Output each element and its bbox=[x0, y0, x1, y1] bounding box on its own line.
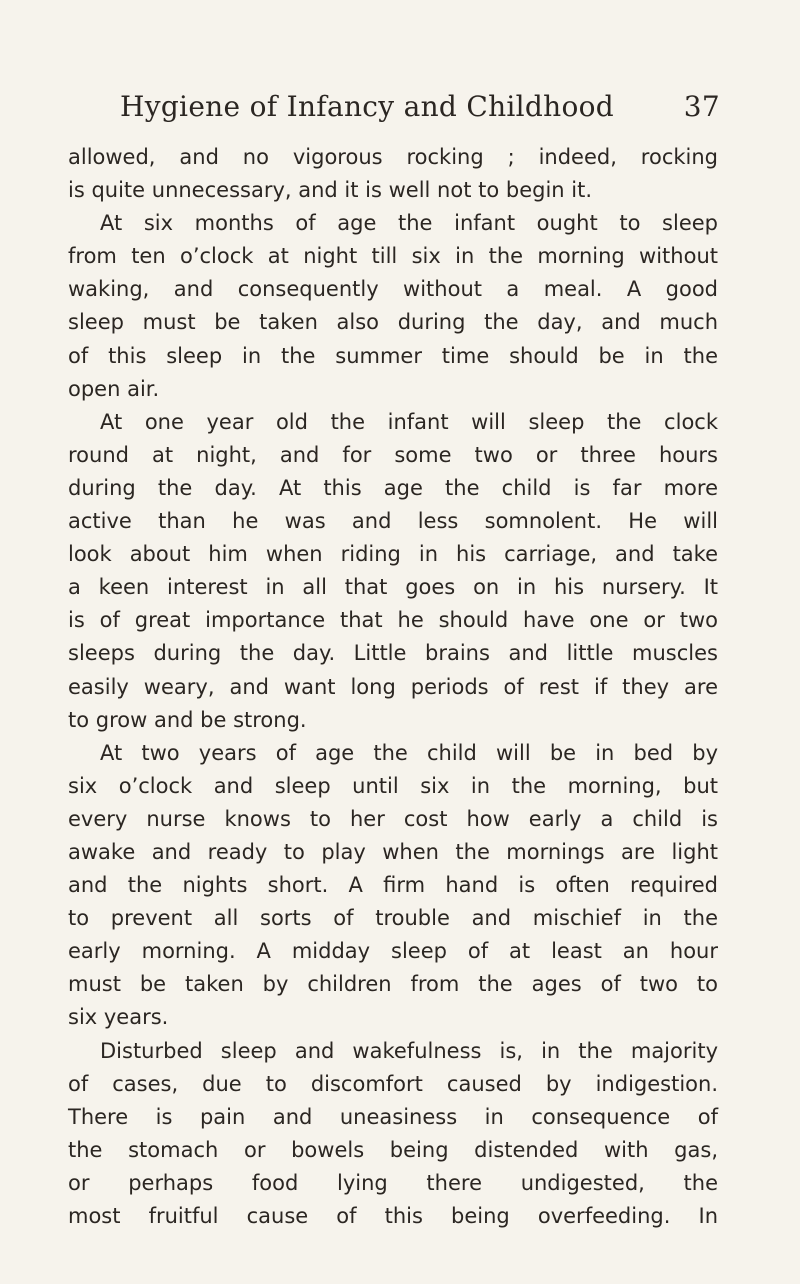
text-line: At one year old the infant will sleep the clock bbox=[100, 409, 718, 434]
text-line: to grow and be strong. bbox=[68, 707, 307, 732]
running-head-title: Hygiene of Infancy and Childhood bbox=[120, 90, 615, 123]
text-line: during the day. At this age the child is far more bbox=[68, 475, 718, 500]
text-line: At six months of age the infant ought to sleep bbox=[100, 211, 718, 236]
text-line: six years. bbox=[68, 1005, 169, 1030]
text-line: early morning. A midday sleep of at least an hour bbox=[68, 939, 718, 964]
text-line: of cases, due to discomfort caused by indigestion. bbox=[68, 1071, 718, 1096]
text-line: most fruitful cause of this being overfeeding. In bbox=[68, 1204, 718, 1228]
text-line: active than he was and less somnolent. He will bbox=[68, 509, 718, 534]
text-line: is quite unnecessary, and it is well not to begin it. bbox=[68, 178, 593, 203]
text-line: There is pain and uneasiness in consequence of bbox=[68, 1104, 718, 1129]
text-line: awake and ready to play when the mornings are light bbox=[68, 839, 718, 864]
text-line: of this sleep in the summer time should be in the bbox=[68, 343, 718, 368]
text-line: the stomach or bowels being distended with gas, bbox=[68, 1137, 718, 1162]
text-line: must be taken by children from the ages of two to bbox=[68, 972, 718, 997]
text-line: waking, and consequently without a meal. A good bbox=[68, 277, 718, 302]
text-line: allowed, and no vigorous rocking ; indeed, rocking bbox=[68, 145, 718, 169]
text-line: is of great importance that he should have one or two bbox=[68, 608, 718, 633]
text-line: round at night, and for some two or three hours bbox=[68, 442, 718, 467]
text-line: look about him when riding in his carriage, and take bbox=[68, 542, 718, 567]
running-head bbox=[70, 90, 730, 130]
text-line: easily weary, and want long periods of rest if they are bbox=[68, 674, 718, 699]
body-text bbox=[68, 141, 718, 1233]
text-line: from ten o’clock at night till six in the morning without bbox=[68, 244, 718, 269]
text-line: to prevent all sorts of trouble and mischief in the bbox=[68, 906, 718, 931]
text-line: six o’clock and sleep until six in the morning, but bbox=[68, 773, 718, 798]
text-line: and the nights short. A firm hand is often required bbox=[68, 873, 718, 898]
text-line: sleeps during the day. Little brains and little muscles bbox=[68, 641, 718, 666]
text-line: a keen interest in all that goes on in his nursery. It bbox=[68, 575, 718, 600]
text-line: open air. bbox=[68, 376, 160, 401]
text-line: every nurse knows to her cost how early a child is bbox=[68, 806, 718, 831]
text-line: Disturbed sleep and wakefulness is, in the majority bbox=[100, 1038, 718, 1063]
page-number: 37 bbox=[683, 90, 720, 123]
text-line: At two years of age the child will be in bed by bbox=[100, 740, 718, 765]
text-line: or perhaps food lying there undigested, the bbox=[68, 1170, 718, 1195]
text-line: sleep must be taken also during the day, and much bbox=[68, 310, 718, 335]
